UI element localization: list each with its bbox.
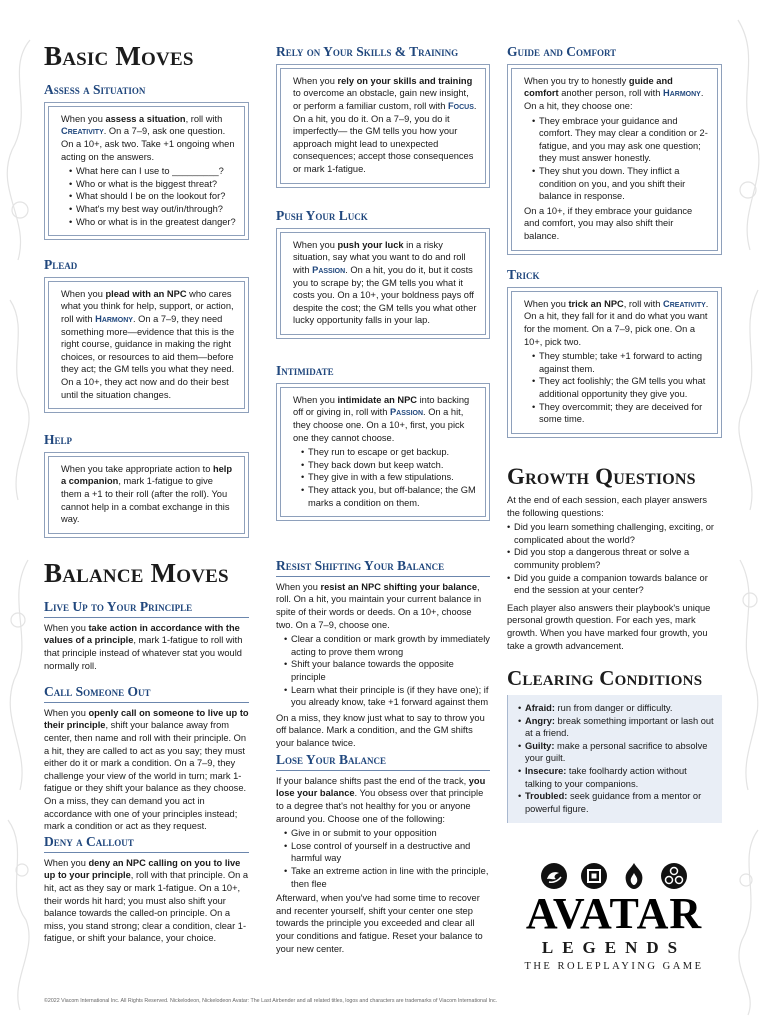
decorative-swirl-border-left — [0, 0, 40, 1024]
help-box — [44, 452, 249, 538]
fire-nation-icon — [620, 862, 648, 890]
clearing-title: Clearing Conditions — [507, 666, 703, 690]
list-item: • They give in with a few stipulations. — [301, 471, 477, 484]
divider — [44, 617, 249, 618]
list-item: • They attack you, but off-balance; the GM marks a condition on them. — [301, 484, 477, 509]
deny-text: When you deny an NPC calling on you to live up to your principle, roll with that principle. On a hit, act as they say or mark 1-fatigue. On a 10+, their words hit hard; you must also shift your balance towards the called-on principle. On a miss, you stand strong; clear a condition, clear 1-fatigue, or shift your balance, your choice. — [44, 857, 249, 944]
list-item: • Afraid: run from danger or difficulty. — [518, 702, 714, 715]
help-heading: Help — [44, 432, 73, 447]
help-text: When you take appropriate action to help a companion, mark 1-fatigue to give them a +1 to their roll (after the roll). You cannot help in a combat exchange in this way. — [61, 463, 233, 525]
list-item: • They act foolishly; the GM tells you what additional opportunity they give you. — [532, 375, 709, 400]
growth-question-list — [507, 521, 722, 597]
growth-intro: At the end of each session, each player answers the following questions: — [507, 495, 708, 518]
clearing-box — [507, 695, 722, 823]
list-item: • Did you stop a dangerous threat or solve a community problem? — [507, 546, 722, 571]
list-item: • Who or what is the biggest threat? — [69, 178, 236, 191]
nation-icons — [506, 862, 722, 890]
list-item: • Shift your balance towards the opposite principle — [284, 658, 490, 683]
lose-section — [276, 753, 490, 955]
rely-text: When you rely on your skills and training to overcome an obstacle, gain new insight, or perform a familiar custom, roll with Focus. On a hit, you do it. On a 7–9, you do it imperfectly— the GM tells you how your approach might lead to unexpected consequences; accept those consequences or mark 1-fatigue. — [293, 75, 477, 174]
lose-after-text: Afterward, when you've had some time to recover and recenter yourself, shift your center one step towards the principle you exceeded and clear all your conditions and fatigue. Reset your balance to your new center. — [276, 893, 483, 954]
avatar-legends-logo — [506, 862, 722, 980]
resist-miss-text: On a miss, they know just what to say to throw you off balance. Mark a condition, and the GM shifts your balance twice. — [276, 712, 485, 748]
live-section — [44, 600, 249, 672]
rely-section — [276, 45, 490, 188]
intimidate-text: When you intimidate an NPC into backing off or giving in, roll with Passion. On a hit, they choose one. On a 10+, first, you pick one they cannot choose. — [293, 394, 470, 443]
list-item: • They shut you down. They inflict a condition on you, and you shift their balance in response. — [532, 165, 709, 203]
clearing-section — [507, 668, 722, 823]
balance-moves-title: Balance Moves — [44, 558, 229, 588]
trick-text: When you trick an NPC, roll with Creativity. On a hit, they fall for it and do what you want for the moment. On a 7–9, pick one. On a 10+, pick two. — [524, 298, 709, 347]
intimidate-option-list — [293, 446, 477, 509]
list-item: • They overcommit; they are deceived for some time. — [532, 401, 709, 426]
list-item: • They run to escape or get backup. — [301, 446, 477, 459]
list-item: • Take an extreme action in line with the principle, then flee — [284, 865, 490, 890]
list-item: • What should I be on the lookout for? — [69, 190, 236, 203]
push-heading: Push Your Luck — [276, 208, 368, 223]
legends-wordmark: LEGENDS — [541, 938, 687, 957]
lose-heading: Lose Your Balance — [276, 752, 387, 767]
list-item: • Did you guide a companion towards balance or end the session at your center? — [507, 572, 722, 597]
basic-moves-title-block — [44, 43, 249, 70]
live-heading: Live Up to Your Principle — [44, 599, 193, 614]
divider — [44, 852, 249, 853]
clearing-list — [518, 702, 714, 815]
lose-text: If your balance shifts past the end of the track, you lose your balance. You obsess over that principle to a degree that's not healthy for you or anyone around you. Choose one of the following: — [276, 775, 486, 824]
water-tribe-icon — [540, 862, 568, 890]
list-item: • What here can I use to _________? — [69, 165, 236, 178]
divider — [44, 702, 249, 703]
intimidate-box — [276, 383, 490, 521]
call-section — [44, 685, 249, 833]
trick-option-list — [524, 350, 709, 426]
trick-box — [507, 287, 722, 438]
list-item: • Guilty: make a personal sacrifice to absolve your guilt. — [518, 740, 714, 765]
list-item: • Angry: break something important or lash out at a friend. — [518, 715, 714, 740]
intimidate-section — [276, 364, 490, 521]
call-text: When you openly call on someone to live up to their principle, shift your balance away from center, then name and roll with their principle. On a hit, they are called to act as you say; they must either do it or mark a condition. On a 7–9, they challenge your view of the world in turn; mark 1-fatigue or they shift your balance as they choose. On a miss, they can demand you act in accordance with one of your principles instead; mark a condition or act as they request. — [44, 707, 249, 832]
list-item: • Did you learn something challenging, exciting, or complicated about the world? — [507, 521, 722, 546]
divider — [276, 576, 490, 577]
call-heading: Call Someone Out — [44, 684, 151, 699]
list-item: • They embrace your guidance and comfort. They may clear a condition or 2-fatigue, and you may ask one question; they must answer honestly. — [532, 115, 709, 165]
plead-box — [44, 277, 249, 413]
plead-text: When you plead with an NPC who cares what you think for help, support, or action, roll with Harmony. On a 7–9, they need something more—evidence that this is the right course, guidance in making the right choices, or resources to aid them—before they act; the GM tells you what they need. On a 10+, they act now and do their best until the situation changes. — [61, 288, 235, 400]
earth-kingdom-icon — [580, 862, 608, 890]
deny-section — [44, 835, 249, 945]
basic-moves-title: Basic Moves — [44, 41, 194, 71]
assess-question-list — [61, 165, 236, 228]
live-text: When you take action in accordance with the values of a principle, mark 1-fatigue to roll with that principle instead of whatever stat you would normally roll. — [44, 622, 243, 671]
resist-section — [276, 559, 490, 750]
logo-tagline: THE ROLEPLAYING GAME — [524, 961, 704, 972]
rely-box — [276, 64, 490, 188]
plead-heading: Plead — [44, 257, 78, 272]
list-item: • What's my best way out/in/through? — [69, 203, 236, 216]
assess-text: When you assess a situation, roll with Creativity. On a 7–9, ask one question. On a 10+, ask two. Take +1 ongoing when acting on the answers. — [61, 113, 235, 162]
rely-heading: Rely on Your Skills & Training — [276, 44, 459, 59]
decorative-swirl-border-right — [728, 0, 768, 1024]
list-item: • Insecure: take foolhardy action without talking to your companions. — [518, 765, 714, 790]
push-text: When you push your luck in a risky situation, say what you want to do and roll with Passion. On a hit, you do it, but it costs you to scrape by; the GM tells you what it costs you. On a 10+, your boldness pays off despite the cost; the GM tells you what other lucky opportunity falls in your lap. — [293, 239, 477, 326]
trick-section — [507, 268, 722, 438]
push-box — [276, 228, 490, 339]
guide-text: When you try to honestly guide and comfort another person, roll with Harmony. On a hit, they choose one: — [524, 75, 704, 112]
list-item: • Troubled: seek guidance from a mentor or powerful figure. — [518, 790, 714, 815]
assess-section — [44, 83, 249, 240]
list-item: • They stumble; take +1 forward to acting against them. — [532, 350, 709, 375]
guide-section — [507, 45, 722, 255]
push-section — [276, 209, 490, 339]
balance-moves-title-block — [44, 560, 249, 587]
help-section — [44, 433, 249, 538]
growth-section — [507, 465, 722, 652]
lose-option-list — [276, 827, 490, 890]
assess-heading: Assess a Situation — [44, 82, 146, 97]
divider — [276, 770, 490, 771]
trick-heading: Trick — [507, 267, 540, 282]
deny-heading: Deny a Callout — [44, 834, 134, 849]
air-nomads-icon — [660, 862, 688, 890]
plead-section — [44, 258, 249, 413]
resist-text: When you resist an NPC shifting your balance, roll. On a hit, you maintain your current balance in spite of their words or deeds. On a 10+, choose two. On a 7–9, choose one. — [276, 581, 482, 630]
list-item: • Who or what is in the greatest danger? — [69, 216, 236, 229]
list-item: • They back down but keep watch. — [301, 459, 477, 472]
growth-after-text: Each player also answers their playbook's unique personal growth question. For each yes, mark growth. When you have marked four growth, you take a growth advancement. — [507, 602, 711, 651]
list-item: • Give in or submit to your opposition — [284, 827, 490, 840]
resist-option-list — [276, 633, 490, 709]
growth-title: Growth Questions — [507, 464, 696, 489]
copyright-footer: ©2022 Viacom International Inc. All Rights Reserved. Nickelodeon, Nickelodeon Avatar: The Last Airbender and all related titles, logos and characters are trademarks of Viacom International Inc. — [44, 998, 498, 1004]
guide-option-list — [524, 115, 709, 203]
guide-heading: Guide and Comfort — [507, 44, 617, 59]
guide-after-text: On a 10+, if they embrace your guidance and comfort, you may also shift their balance. — [524, 205, 693, 241]
assess-box — [44, 102, 249, 240]
guide-box — [507, 64, 722, 255]
avatar-wordmark: AVATAR — [525, 889, 703, 938]
resist-heading: Resist Shifting Your Balance — [276, 558, 445, 573]
list-item: • Learn what their principle is (if they have one); if you already know, take +1 forward against them — [284, 684, 490, 709]
list-item: • Lose control of yourself in a destructive and harmful way — [284, 840, 490, 865]
list-item: • Clear a condition or mark growth by immediately acting to prove them wrong — [284, 633, 490, 658]
intimidate-heading: Intimidate — [276, 363, 334, 378]
